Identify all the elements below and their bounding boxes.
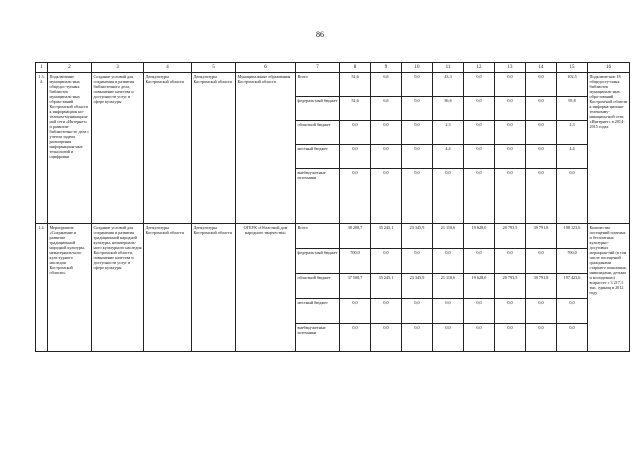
funding-source: внебюд-жетные источники — [296, 169, 340, 224]
funding-value: 39 791,8 — [526, 224, 557, 249]
funding-value: 39 791,8 — [526, 274, 557, 299]
column-header: 4 — [144, 63, 192, 73]
funding-value: 197 423,6 — [557, 274, 588, 299]
column-header: 12 — [464, 63, 495, 73]
column-header: 7 — [296, 63, 340, 73]
measure-customer: Депкультуры Костромской области — [192, 73, 236, 224]
funding-value: 0,0 — [464, 249, 495, 274]
measure-name: Подключение муниципаль-ных общедос-тупных библиотек муниципаль-ных образо-ваний Костромской области к информацион но-телеком-муникацион-ной сети «Интернет» и развитие библиотечно-го дела с учетом задачи расширения информацион-ных технологий и оцифровки — [48, 73, 92, 224]
funding-source: Всего — [296, 224, 340, 249]
funding-value: 0,0 — [433, 324, 464, 352]
funding-value: 0,0 — [402, 249, 433, 274]
funding-value: 0,0 — [495, 169, 526, 224]
column-header: 13 — [495, 63, 526, 73]
funding-source: Всего — [296, 73, 340, 97]
funding-source: местный бюджет — [296, 145, 340, 169]
column-header: 11 — [433, 63, 464, 73]
column-header: 15 — [557, 63, 588, 73]
page-number: 86 — [316, 30, 324, 39]
funding-value: 0,0 — [402, 299, 433, 324]
funding-value: 2,3 — [433, 121, 464, 145]
funding-value: 0,0 — [340, 169, 371, 224]
funding-value: 35 245,1 — [371, 274, 402, 299]
expected-result: Подключе-ние 18 общедосту-пных библиотек муниципаль-ных обра-зований Костром-кой области к информа-ционно-телекомму-никацион-ной сети «Интернет» в 2014-2015 годах — [588, 73, 630, 224]
funding-value: 0,0 — [402, 169, 433, 224]
funding-value: 35 245,1 — [371, 224, 402, 249]
measure-number: 1.4. — [36, 224, 48, 352]
funding-value: 6,6 — [371, 73, 402, 97]
funding-value: 0,0 — [340, 121, 371, 145]
column-header: 10 — [402, 63, 433, 73]
funding-value: 23 345,9 — [402, 274, 433, 299]
column-header: 5 — [192, 63, 236, 73]
funding-value: 700,0 — [557, 249, 588, 274]
column-header: 9 — [371, 63, 402, 73]
funding-value: 52,6 — [340, 73, 371, 97]
funding-value: 21 110,6 — [433, 224, 464, 249]
program-table — [35, 62, 630, 352]
column-number-row — [36, 63, 630, 73]
expected-result: Количество посещений платных и бесплатных культурно-досуговых мероприя-тий (в том числе посещений гражданами старшего поколения, инвалидами, детьми и молодежью) возрастет с 3 217,1 тыс. единиц в 2012 году — [588, 224, 630, 352]
funding-value: 0,0 — [340, 324, 371, 352]
column-header: 16 — [588, 63, 630, 73]
funding-value: 95,8 — [557, 97, 588, 121]
funding-value: 0,0 — [526, 97, 557, 121]
measure-customer: Депкультуры Костромской области — [192, 224, 236, 352]
funding-value: 0,0 — [495, 324, 526, 352]
funding-source: областной бюджет — [296, 121, 340, 145]
funding-value: 19 628,0 — [464, 274, 495, 299]
funding-value: 0,0 — [495, 145, 526, 169]
funding-value: 0,0 — [371, 169, 402, 224]
funding-value: 0,0 — [495, 121, 526, 145]
funding-source: федераль-ный бюджет — [296, 97, 340, 121]
funding-value: 0,0 — [464, 121, 495, 145]
funding-value: 20 793,5 — [495, 224, 526, 249]
funding-value: 0,0 — [464, 324, 495, 352]
funding-value: 2,3 — [557, 121, 588, 145]
funding-value: 23 345,9 — [402, 224, 433, 249]
funding-value: 0,0 — [402, 97, 433, 121]
funding-value: 0,0 — [557, 169, 588, 224]
funding-value: 0,0 — [464, 299, 495, 324]
funding-value: 43,3 — [433, 73, 464, 97]
measure-executor: Муниципальные образования Костромской области — [236, 73, 296, 224]
funding-value: 0,0 — [340, 145, 371, 169]
funding-value: 38 208,7 — [340, 224, 371, 249]
funding-value: 0,0 — [526, 73, 557, 97]
funding-value: 0,0 — [495, 299, 526, 324]
funding-value: 20 793,5 — [495, 274, 526, 299]
funding-value: 0,0 — [526, 169, 557, 224]
funding-value: 0,0 — [526, 249, 557, 274]
funding-value: 0,0 — [526, 145, 557, 169]
funding-value: 0,0 — [464, 169, 495, 224]
funding-value: 0,0 — [526, 299, 557, 324]
funding-value: 0,0 — [464, 145, 495, 169]
funding-value: 0,0 — [371, 145, 402, 169]
measure-name: Мероприятие «Сохранение и развитие традиционной народной культуры, нематериаль-ного куль-турного наследия Костромской области» — [48, 224, 92, 352]
column-header: 3 — [92, 63, 144, 73]
funding-source: областной бюджет — [296, 274, 340, 299]
funding-source: местный бюджет — [296, 299, 340, 324]
funding-value: 0,0 — [495, 249, 526, 274]
funding-value: 52,6 — [340, 97, 371, 121]
funding-value: 0,0 — [464, 73, 495, 97]
funding-value: 0,0 — [526, 121, 557, 145]
funding-value: 36,6 — [433, 97, 464, 121]
measure-executor: ОГБУК «Областной дом народного творчества» — [236, 224, 296, 352]
column-header: 8 — [340, 63, 371, 73]
measure-number: 1.3.4. — [36, 73, 48, 224]
funding-value: 102,5 — [557, 73, 588, 97]
column-header: 14 — [526, 63, 557, 73]
funding-value: 0,0 — [371, 249, 402, 274]
funding-value: 4,4 — [557, 145, 588, 169]
funding-value: 0,0 — [495, 73, 526, 97]
measure-task: Создание условий для сохранения и развития традиционной народной культуры, нематериаль-ного культурного наследия Костромской области, повышение качества и доступности услуг в сфере культуры — [92, 224, 144, 352]
funding-value: 0,0 — [371, 121, 402, 145]
funding-value: 0,0 — [340, 299, 371, 324]
funding-source: федераль-ный бюджет — [296, 249, 340, 274]
funding-value: 0,0 — [402, 324, 433, 352]
funding-value: 4,4 — [433, 145, 464, 169]
table-row — [36, 73, 630, 97]
funding-value: 0,0 — [433, 169, 464, 224]
column-header: 1 — [36, 63, 48, 73]
funding-value: 0,0 — [557, 299, 588, 324]
measure-coordinator: Депкультуры Костромской области — [144, 73, 192, 224]
measure-task: Создание условий для сохранения и развития библиотечного дела, повышение качества и доступности услуг в сфере культуры — [92, 73, 144, 224]
funding-source: внебюд-жетные источники — [296, 324, 340, 352]
funding-value: 0,0 — [433, 299, 464, 324]
funding-value: 0,0 — [402, 73, 433, 97]
funding-value: 21 110,6 — [433, 274, 464, 299]
table-row — [36, 224, 630, 249]
funding-value: 0,0 — [402, 145, 433, 169]
funding-value: 0,0 — [557, 324, 588, 352]
funding-value: 0,0 — [464, 97, 495, 121]
column-header: 2 — [48, 63, 92, 73]
funding-value: 0,0 — [371, 324, 402, 352]
funding-value: 37 508,7 — [340, 274, 371, 299]
funding-value: 0,0 — [433, 249, 464, 274]
funding-value: 0,0 — [526, 324, 557, 352]
funding-value: 0,0 — [402, 121, 433, 145]
funding-value: 6,6 — [371, 97, 402, 121]
funding-value: 700,0 — [340, 249, 371, 274]
funding-value: 0,0 — [371, 299, 402, 324]
funding-value: 19 628,0 — [464, 224, 495, 249]
funding-value: 198 123,6 — [557, 224, 588, 249]
funding-value: 0,0 — [495, 97, 526, 121]
measure-coordinator: Депкультуры Костромской области — [144, 224, 192, 352]
column-header: 6 — [236, 63, 296, 73]
